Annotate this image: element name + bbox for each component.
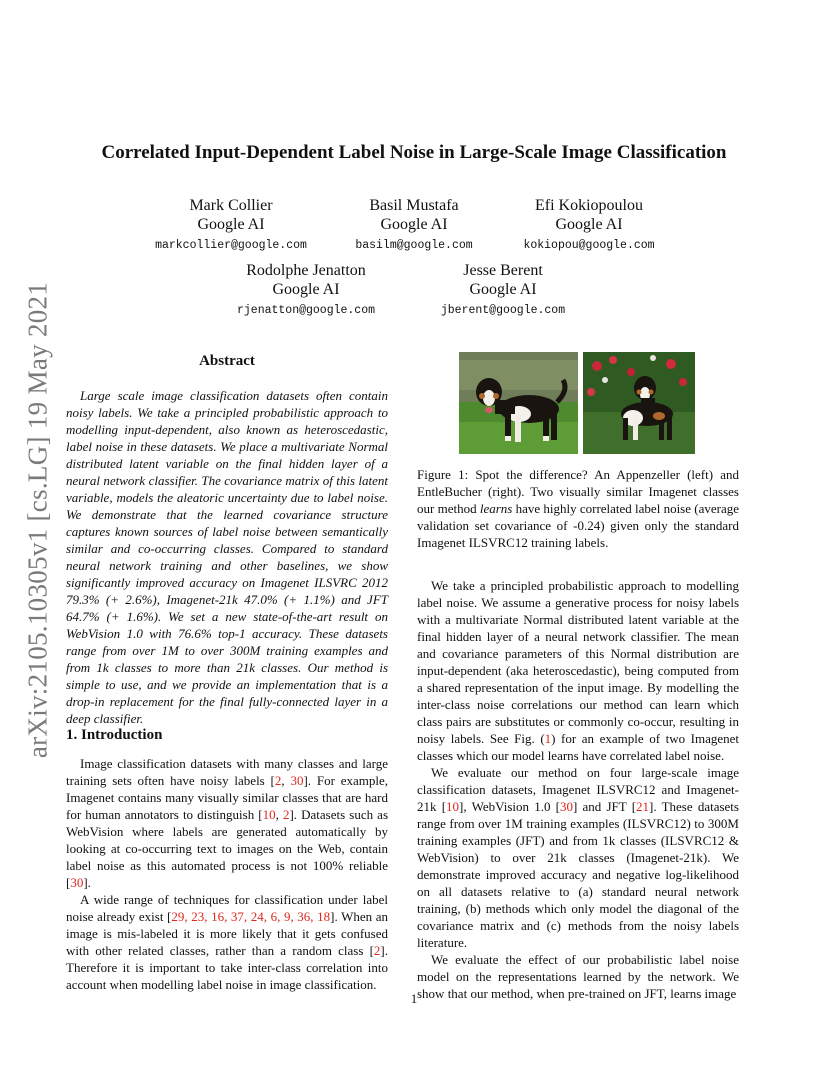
citation-link[interactable]: 2 [282, 807, 290, 822]
author-email[interactable]: basilm@google.com [355, 239, 473, 252]
author-block [403, 261, 603, 317]
author-email[interactable]: markcollier@google.com [155, 239, 307, 252]
intro-paragraph: Image classification datasets with many classes and large training sets often have noisy labels [2, 30]. For example, Imagenet contains many visually similar classes that are hard for human annotators to distinguish [10, 2]. Datasets such as WebVision where labels are generated automatically by looking at co-occurring text to images on the Web, contain label noise as this automated process is not 100% reliable [30]. [66, 756, 389, 890]
citation-link[interactable]: 2 [373, 943, 381, 958]
page-number: 1 [410, 991, 418, 1006]
section-heading-introduction: 1. Introduction [66, 727, 163, 743]
author-email[interactable]: jberent@google.com [440, 304, 566, 317]
citation-link[interactable]: 10 [262, 807, 276, 822]
citation-link[interactable]: 29, 23, 16, 37, 24, 6, 9, 36, 18 [171, 909, 331, 924]
body-paragraph: We evaluate the effect of our probabilistic label noise model on the representations learned by the network. We show that our method, when pre-trained on JFT, learns image [417, 952, 739, 1001]
figure-image-entlebucher [583, 352, 695, 454]
author-affiliation: Google AI [197, 216, 265, 233]
author-block [131, 196, 331, 252]
author-block [489, 196, 689, 252]
author-name: Jesse Berent [463, 262, 543, 279]
introduction-text [66, 755, 388, 993]
author-email[interactable]: rjenatton@google.com [236, 304, 376, 317]
intro-paragraph: A wide range of techniques for classification under label noise already exist [29, 23, 16, 37, 24, 6, 9, 36, 18]. When an image is mis-labeled it is more likely that it gets confused with other related classes, rather than a random class [2]. Therefore it is important to take inter-class correlation into account when modelling label noise in image classification. [66, 892, 389, 992]
figure-caption [417, 466, 739, 551]
author-block [206, 261, 406, 317]
caption-text: Figure 1: Spot the difference? An Appenzeller (left) and EntleBucher (right). Two visually similar Imagenet classes our method learns have highly correlated label noise (average validation set covariance of -0.24) given only the standard Imagenet ILSVRC12 training labels. [417, 467, 739, 550]
figure-reference-link[interactable]: 1 [544, 731, 552, 746]
figure-image-appenzeller [459, 352, 578, 454]
citation-link[interactable]: 30 [70, 875, 84, 890]
author-affiliation: Google AI [272, 281, 340, 298]
arxiv-id: arXiv:2105.10305v1 [cs.LG] 19 May 2021 [22, 281, 53, 759]
citation-link[interactable]: 30 [559, 799, 573, 814]
author-name: Rodolphe Jenatton [246, 262, 366, 279]
author-email[interactable]: kokiopou@google.com [523, 239, 655, 252]
abstract-paragraph: Large scale image classification datasets often contain noisy labels. We take a principled probabilistic approach to modelling input-dependent, also known as heteroscedastic, label noise in these datasets. We place a multivariate Normal distributed latent variable on the final hidden layer of a neural network classifier. The covariance matrix of this latent variable, models the aleatoric uncertainty due to label noise. We demonstrate that the learned covariance structure captures known sources of label noise between semantically similar and co-occurring classes. Compared to standard neural network training and other baselines, we show significantly improved accuracy on Imagenet ILSVRC 2012 79.3% (+ 2.6%), Imagenet-21k 47.0% (+ 1.1%) and JFT 64.7% (+ 1.6%). We set a new state-of-the-art result on WebVision 1.0 with 76.6% top-1 accuracy. These datasets range from over 1M to over 300M training examples and from 1k classes to more than 21k classes. Our method is simple to use, and we provide an implementation that is a drop-in replacement for the final fully-connected layer in a deep classifier. [66, 388, 388, 726]
author-affiliation: Google AI [380, 216, 448, 233]
citation-link[interactable]: 30 [290, 773, 304, 788]
paper-title: Correlated Input-Dependent Label Noise in Large-Scale Image Classification [101, 142, 727, 163]
author-affiliation: Google AI [469, 281, 537, 298]
author-name: Efi Kokiopoulou [535, 197, 643, 214]
author-name: Basil Mustafa [369, 197, 459, 214]
author-block [314, 196, 514, 252]
author-affiliation: Google AI [555, 216, 623, 233]
citation-link[interactable]: 21 [636, 799, 650, 814]
citation-link[interactable]: 2 [274, 773, 282, 788]
abstract-heading: Abstract [199, 353, 255, 369]
right-column-body [417, 577, 739, 1002]
abstract-text [66, 387, 388, 727]
body-paragraph: We evaluate our method on four large-scale image classification datasets, Imagenet ILSVRC12 and Imagenet-21k [10], WebVision 1.0 [30] and JFT [21]. These datasets range from over 1M training examples (ILSVRC12) to 300M training examples (JFT) and from 1k classes (ILSVRC12 & WebVision) to over 21k classes (Imagenet-21k). We demonstrate improved accuracy and negative log-likelihood on all datasets relative to (a) standard neural network training, (b) methods which only model the diagonal of the covariance matrix and (c) methods from the noisy labels literature. [417, 765, 739, 950]
citation-link[interactable]: 10 [446, 799, 460, 814]
author-name: Mark Collier [189, 197, 273, 214]
body-paragraph: We take a principled probabilistic approach to modelling label noise. We assume a generative process for noisy labels with a multivariate Normal distributed latent variable at the final hidden layer of a neural network classifier. The mean and covariance parameters of this Normal distribution are input-dependent (aka heteroscedastic), being computed from a shared representation of the input image. By modelling the inter-class noise correlations our method can learn which class pairs are substitutes or commonly co-occur, resulting in noisy labels. See Fig. (1) for an example of two Imagenet classes which our model learns have correlated label noise. [417, 578, 740, 763]
arxiv-stamp [18, 280, 58, 760]
